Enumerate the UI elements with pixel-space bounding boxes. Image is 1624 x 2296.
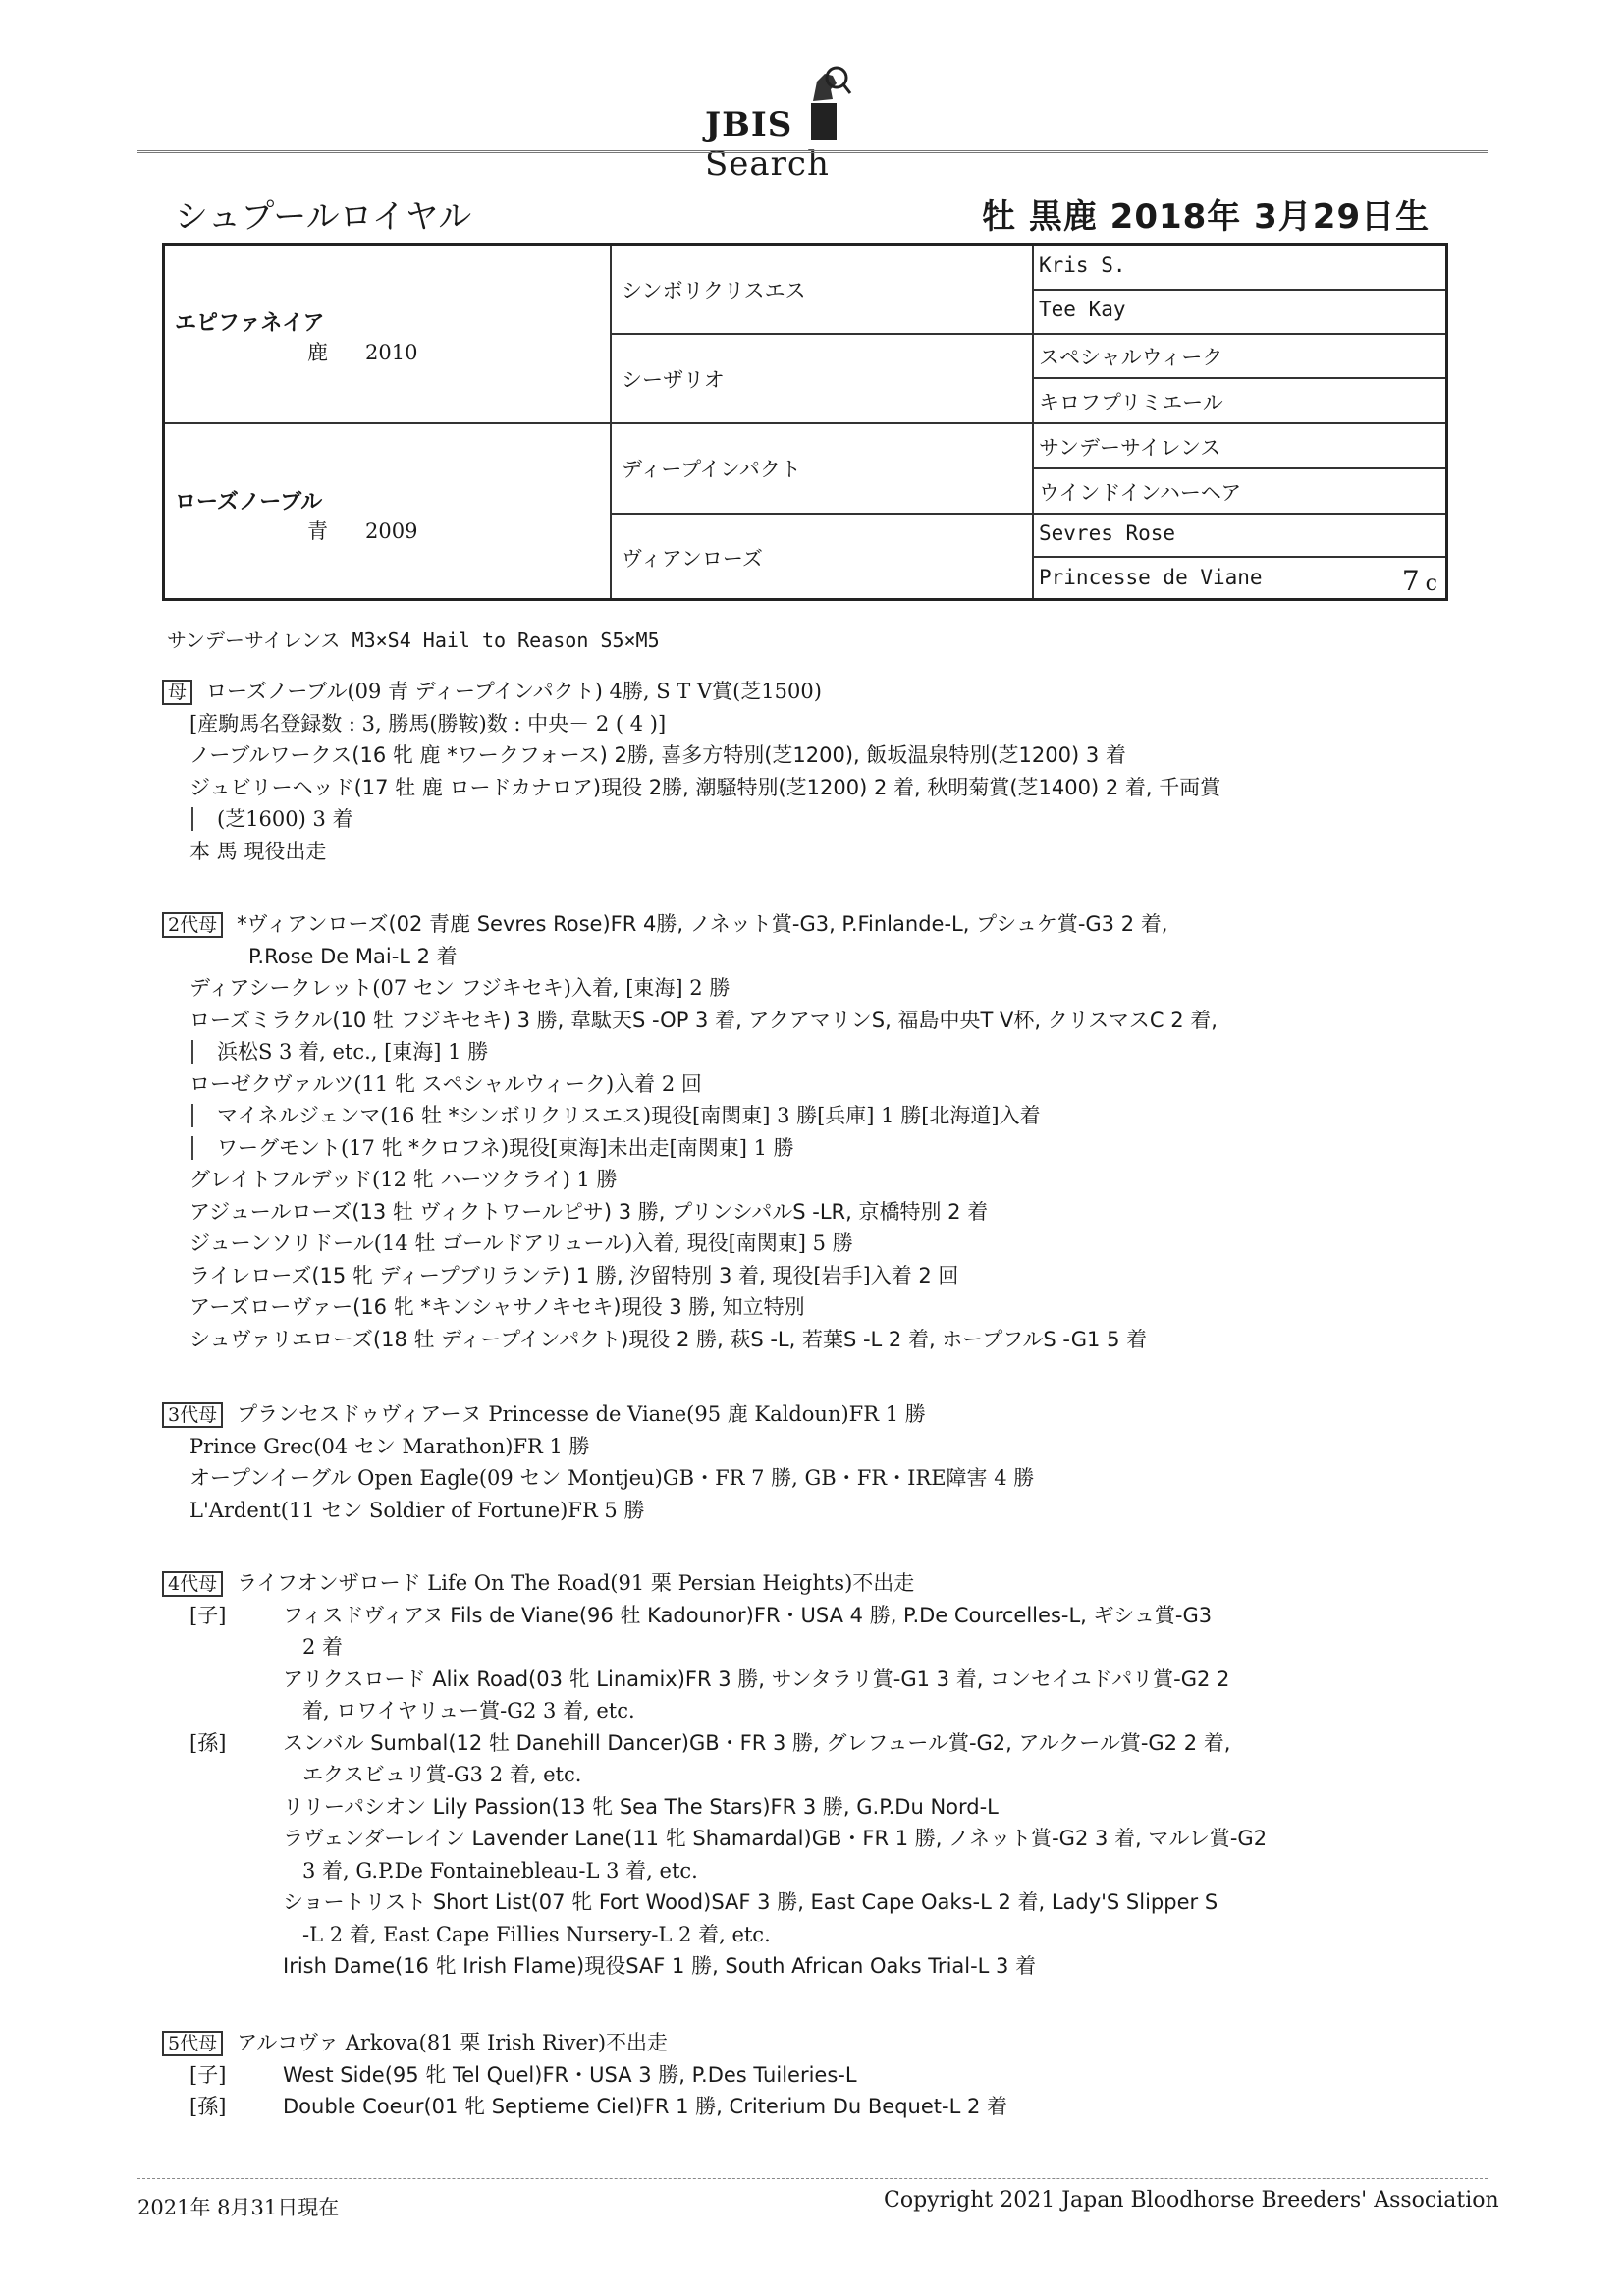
sire-color: 鹿 (307, 341, 328, 364)
family-line-text: ライフオンザロード Life On The Road(91 栗 Persian Heights)不出走 (237, 1571, 915, 1595)
family-line (162, 1791, 1267, 1824)
table-divider (165, 422, 1445, 424)
horse-info: 牡 黒鹿 2018年 3月29日生 (982, 197, 1431, 237)
relation-marker: [孫] (189, 1730, 227, 1755)
family-line (162, 1600, 1267, 1632)
family-line (162, 739, 1220, 772)
sire-name: エピファネイア (175, 311, 325, 336)
family-line-text: ジュビリーヘッド(17 牡 鹿 ロードカナロア)現役 2勝, 潮騒特別(芝1200) 2 着, 秋明菊賞(芝1400) 2 着, 千両賞 (189, 775, 1221, 799)
family-line-text: ワーグモント(17 牝 *クロフネ)現役[東海]未出走[南関東] 1 勝 (217, 1135, 794, 1160)
family-line-text: West Side(95 牝 Tel Quel)FR・USA 3 勝, P.Des Tuileries-L (283, 2062, 857, 2087)
family-line (162, 1727, 1267, 1760)
family-line-text: *ヴィアンローズ(02 青鹿 Sevres Rose)FR 4勝, ノネット賞-G3, P.Finlande-L, プシュケ賞-G3 2 着, (237, 912, 1168, 936)
table-divider (610, 513, 1445, 515)
table-divider (1032, 289, 1445, 291)
grandparent: シンボリクリスエス (622, 279, 806, 302)
family-line (162, 1886, 1267, 1919)
great-grandparent: キロフプリミエール (1039, 391, 1223, 414)
family-line-text: P.Rose De Mai-L 2 着 (248, 944, 458, 968)
grandparent: シーザリオ (622, 368, 725, 392)
generation-tag: 5代母 (162, 2031, 223, 2056)
branch-line (191, 1104, 207, 1127)
family-line-text: ノーブルワークス(16 牝 鹿 *ワークフォース) 2勝, 喜多方特別(芝1200), 飯坂温泉特別(芝1200) 3 着 (189, 743, 1126, 767)
family-line-text: 本 馬 現役出走 (189, 839, 327, 863)
family-line-text: 着, ロワイヤリュー賞-G2 3 着, etc. (302, 1699, 635, 1722)
family-line (162, 803, 1220, 836)
family-line (162, 1919, 1267, 1951)
second-dam-section (162, 908, 1218, 1355)
great-grandparent: サンデーサイレンス (1039, 436, 1221, 460)
family-line-text: (芝1600) 3 着 (217, 807, 353, 831)
dam-cell (175, 485, 455, 545)
family-line (162, 1664, 1267, 1696)
family-line-text: ジューンソリドール(14 牡 ゴールドアリュール)入着, 現役[南関東] 5 勝 (189, 1231, 853, 1255)
generation-tag: 2代母 (162, 912, 223, 938)
family-line-text: リリーパシオン Lily Passion(13 牝 Sea The Stars)FR 3 勝, G.P.Du Nord-L (283, 1794, 999, 1819)
table-divider (1032, 467, 1445, 469)
family-line-text: ライレローズ(15 牝 ディープブリランテ) 1 勝, 汐留特別 3 着, 現役[岩手]入着 2 回 (189, 1263, 959, 1287)
great-grandparent: Tee Kay (1039, 298, 1126, 321)
family-line (162, 1228, 1218, 1260)
family-line (162, 1164, 1218, 1196)
family-line (162, 1398, 1034, 1431)
family-line (162, 1759, 1267, 1791)
family-line (162, 1431, 1034, 1463)
family-line (162, 2059, 1007, 2092)
family-line (162, 772, 1220, 804)
family-number: 7 c (1401, 565, 1437, 597)
family-line-text: アルコヴァ Arkova(81 栗 Irish River)不出走 (237, 2031, 669, 2054)
copyright: Copyright 2021 Japan Bloodhorse Breeders' Association (884, 2188, 1499, 2213)
family-line-text: アリクスロード Alix Road(03 牝 Linamix)FR 3 勝, サンタラリ賞-G1 3 着, コンセイユドパリ賞-G2 2 (283, 1667, 1230, 1691)
family-line (162, 908, 1218, 941)
dam-section (162, 676, 1220, 867)
relation-marker: [孫] (189, 2095, 227, 2118)
family-line-text: ローズミラクル(10 牡 フジキセキ) 3 勝, 韋駄天S -OP 3 着, アクアマリンS, 福島中央T V杯, クリスマスC 2 着, (189, 1008, 1218, 1032)
pedigree-table (162, 243, 1448, 601)
header-rule (137, 150, 1488, 153)
family-line-text: オープンイーグル Open Eagle(09 セン Montjeu)GB・FR 7 勝, GB・FR・IRE障害 4 勝 (189, 1466, 1035, 1490)
branch-line (191, 1136, 207, 1160)
as-of-date: 2021年 8月31日現在 (137, 2196, 340, 2219)
family-line-text: ラヴェンダーレイン Lavender Lane(11 牝 Shamardal)GB・FR 1 勝, ノネット賞-G2 3 着, マルレ賞-G2 (283, 1827, 1268, 1850)
family-line (162, 1291, 1218, 1324)
family-line (162, 1567, 1267, 1600)
family-line (162, 1695, 1267, 1727)
family-line-text: ローゼクヴァルツ(11 牝 スペシャルウィーク)入着 2 回 (189, 1071, 702, 1096)
family-line-text: エクスビュリ賞-G3 2 着, etc. (302, 1763, 582, 1786)
family-line (162, 1196, 1218, 1229)
family-line (162, 2091, 1007, 2123)
sire-year: 2010 (365, 341, 418, 364)
family-line-text: プランセスドゥヴィアーヌ Princesse de Viane(95 鹿 Kaldoun)FR 1 勝 (237, 1402, 926, 1426)
generation-tag: 母 (162, 680, 192, 705)
family-line-text: Double Coeur(01 牝 Septieme Ciel)FR 1 勝, Criterium Du Bequet-L 2 着 (283, 2095, 1007, 2118)
family-line (162, 1950, 1267, 1983)
family-line (162, 1631, 1267, 1664)
family-line (162, 1855, 1267, 1887)
table-divider (1032, 377, 1445, 379)
family-line-text: グレイトフルデッド(12 牝 ハーツクライ) 1 勝 (189, 1168, 618, 1191)
branch-line (191, 1040, 207, 1064)
family-line (162, 836, 1220, 868)
family-line (162, 1100, 1218, 1132)
family-line-text: アーズローヴァー(16 牝 *キンシャサノキセキ)現役 3 勝, 知立特別 (189, 1295, 805, 1319)
family-line-text: アジュールローズ(13 牡 ヴィクトワールピサ) 3 勝, プリンシパルS -LR, 京橋特別 2 着 (189, 1199, 989, 1224)
family-line (162, 1068, 1218, 1101)
fourth-dam-section (162, 1567, 1267, 1983)
great-grandparent: スペシャルウィーク (1039, 346, 1223, 369)
generation-tag: 3代母 (162, 1402, 223, 1428)
third-dam-section (162, 1398, 1034, 1526)
family-line-text: Irish Dame(16 牝 Irish Flame)現役SAF 1 勝, South African Oaks Trial-L 3 着 (283, 1954, 1037, 1978)
grandparent: ディープインパクト (622, 458, 801, 481)
family-line (162, 1462, 1034, 1495)
family-line-text: -L 2 着, East Cape Fillies Nursery-L 2 着, etc. (302, 1922, 771, 1946)
great-grandparent: ウインドインハーヘア (1039, 481, 1242, 505)
dam-color: 青 (307, 519, 328, 543)
table-divider (1032, 556, 1445, 558)
family-line (162, 1823, 1267, 1855)
family-line-text: 浜松S 3 着, etc., [東海] 1 勝 (217, 1040, 489, 1064)
family-line (162, 972, 1218, 1005)
logo-text: JBISSearch (705, 105, 830, 184)
family-line (162, 2027, 1007, 2059)
family-line-text: ディアシークレット(07 セン フジキセキ)入着, [東海] 2 勝 (189, 976, 731, 1000)
family-line (162, 1036, 1218, 1068)
family-line-text: [産駒馬名登録数 : 3, 勝馬(勝鞍)数 : 中央－ 2 ( 4 )] (189, 711, 667, 736)
family-line (162, 1324, 1218, 1356)
family-line (162, 708, 1220, 740)
dam-year: 2009 (365, 519, 418, 543)
family-line-text: シュヴァリエローズ(18 牡 ディープインパクト)現役 2 勝, 萩S -L, 若葉S -L 2 着, ホープフルS -G1 5 着 (189, 1327, 1148, 1351)
jbis-search-logo (687, 54, 943, 184)
family-line-text: ローズノーブル(09 青 ディープインパクト) 4勝, S T V賞(芝1500) (206, 680, 822, 703)
family-line (162, 1260, 1218, 1292)
family-line-text: 2 着 (302, 1635, 344, 1659)
family-line-text: L'Ardent(11 セン Soldier of Fortune)FR 5 勝 (189, 1498, 645, 1522)
family-line (162, 676, 1220, 708)
family-line-text: 3 着, G.P.De Fontainebleau-L 3 着, etc. (302, 1858, 698, 1883)
grandparent: ヴィアンローズ (622, 547, 763, 571)
family-line (162, 1005, 1218, 1037)
family-line-text: スンバル Sumbal(12 牡 Danehill Dancer)GB・FR 3 勝, グレフュール賞-G2, アルクール賞-G2 2 着, (283, 1730, 1231, 1755)
sire-cell (175, 306, 455, 366)
family-line (162, 1495, 1034, 1527)
fifth-dam-section (162, 2027, 1007, 2123)
branch-line (191, 807, 207, 831)
relation-marker: [子] (189, 1603, 227, 1627)
footer-rule (137, 2178, 1488, 2179)
inbreeding-note: サンデーサイレンス M3×S4 Hail to Reason S5×M5 (167, 629, 660, 652)
family-line (162, 1132, 1218, 1165)
great-grandparent: Princesse de Viane (1039, 566, 1263, 589)
table-divider (610, 333, 1445, 335)
great-grandparent: Sevres Rose (1039, 521, 1176, 545)
dam-name: ローズノーブル (175, 490, 323, 515)
family-line-text: フィスドヴィアヌ Fils de Viane(96 牡 Kadounor)FR・USA 4 勝, P.De Courcelles-L, ギシュ賞-G3 (283, 1603, 1213, 1627)
great-grandparent: Kris S. (1039, 253, 1126, 277)
family-line-text: Prince Grec(04 セン Marathon)FR 1 勝 (189, 1434, 590, 1458)
family-line-text: ショートリスト Short List(07 牝 Fort Wood)SAF 3 勝, East Cape Oaks-L 2 着, Lady'S Slipper S (283, 1890, 1218, 1914)
generation-tag: 4代母 (162, 1571, 223, 1597)
horse-name: シュプールロイヤル (175, 197, 472, 237)
family-line (162, 941, 1218, 973)
relation-marker: [子] (189, 2062, 227, 2087)
family-line-text: マイネルジェンマ(16 牡 *シンボリクリスエス)現役[南関東] 3 勝[兵庫] 1 勝[北海道]入着 (217, 1104, 1041, 1127)
